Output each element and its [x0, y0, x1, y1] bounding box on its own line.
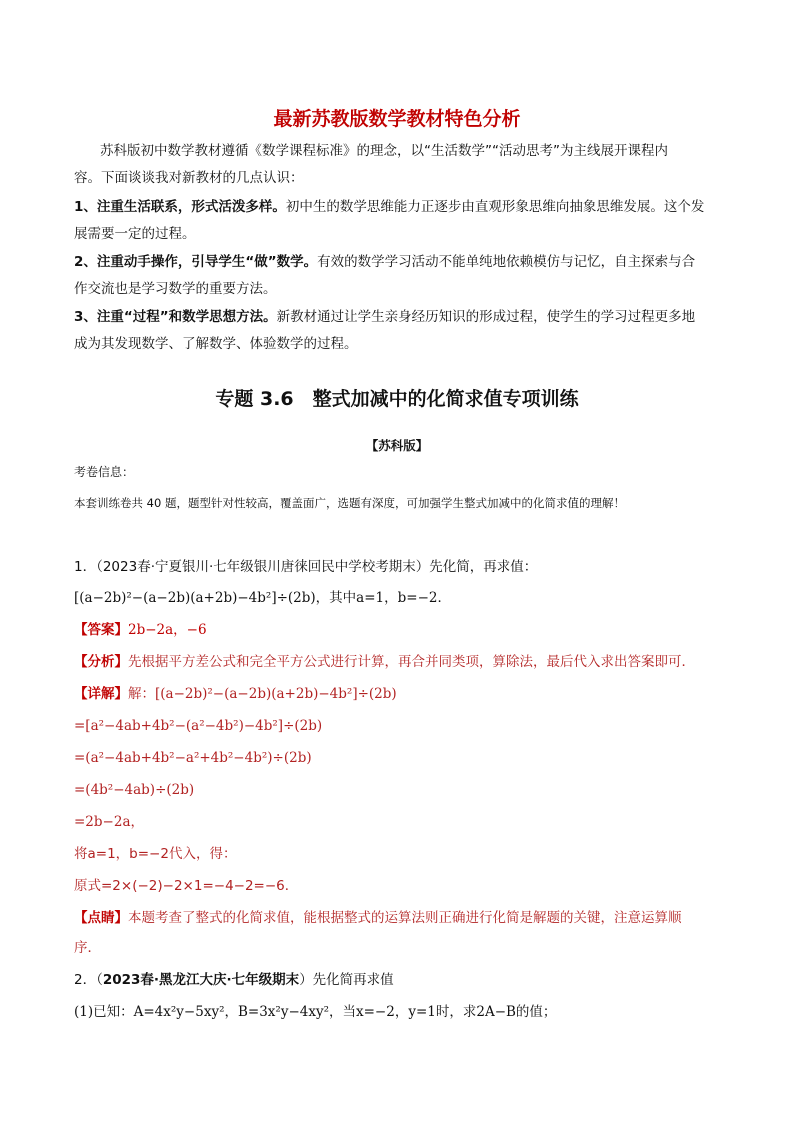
- comment-text: 本题考查了整式的化简求值，能根据整式的运算法则正确进行化简是解题的关键，注意运算顺: [128, 910, 682, 926]
- q2-instruction: ）先化简再求值: [299, 972, 394, 988]
- q1-comment: [74, 908, 682, 928]
- q1-answer: [74, 620, 207, 640]
- q1-detail: [74, 684, 397, 704]
- point-3-heading: 3、注重“过程”和数学思想方法。: [74, 309, 277, 325]
- detail-step-0: [(a−2b)²−(a−2b)(a+2b)−4b²]÷(2b): [155, 686, 397, 702]
- point-3-line-2: 成为其发现数学、了解数学、体验数学的过程。: [74, 336, 358, 352]
- q1-header: 1．（2023春·宁夏银川·七年级银川唐徕回民中学校考期末）先化简，再求值：: [74, 559, 538, 575]
- detail-lead: 解：: [128, 686, 155, 702]
- point-2-heading: 2、注重动手操作，引导学生“做”数学。: [74, 254, 318, 270]
- detail-step-1: =[a²−4ab+4b²−(a²−4b²)−4b²]÷(2b): [74, 718, 323, 734]
- detail-step-4: =2b−2a，: [74, 814, 144, 830]
- detail-step-3: =(4b²−4ab)÷(2b): [74, 782, 195, 798]
- detail-step-5: 将a=1，b=−2代入，得：: [74, 846, 237, 862]
- answer-tag: 【答案】: [74, 622, 128, 638]
- q2-number: 2．（: [74, 972, 103, 988]
- edition-label: 【苏科版】: [365, 438, 429, 453]
- point-1-text: 初中生的数学思维能力正逐步由直观形象思维向抽象思维发展。这个发: [285, 199, 705, 215]
- q1-comment-line-2: 序．: [74, 940, 101, 956]
- q2-header: [74, 970, 394, 990]
- exam-info-text: 本套训练卷共 40 题，题型针对性较高，覆盖面广，选题有深度，可加强学生整式加减中的化简求值的理解！: [74, 496, 625, 510]
- q2-source: 2023春·黑龙江大庆·七年级期末: [102, 972, 300, 988]
- comment-tag: 【点睛】: [74, 910, 128, 926]
- point-1-heading: 1、注重生活联系，形式活泼多样。: [74, 199, 286, 215]
- analysis-tag: 【分析】: [74, 654, 128, 670]
- point-1-line-2: 展需要一定的过程。: [74, 226, 196, 242]
- point-3-text: 新教材通过让学生亲身经历知识的形成过程，使学生的学习过程更多地: [276, 309, 696, 325]
- intro-title: 最新苏教版数学教材特色分析: [273, 108, 521, 130]
- intro-paragraph-line-2: 容。下面谈谈我对新教材的几点认识：: [74, 170, 304, 186]
- detail-tag: 【详解】: [74, 686, 128, 702]
- intro-paragraph-line-1: 苏科版初中数学教材遵循《数学课程标准》的理念，以“生活数学”“活动思考”为主线展开课程内: [100, 143, 668, 159]
- analysis-text: 先根据平方差公式和完全平方公式进行计算，再合并同类项，算除法，最后代入求出答案即可．: [128, 654, 695, 670]
- section-title: 专题 3.6 整式加减中的化简求值专项训练: [215, 388, 579, 410]
- point-3: [74, 307, 695, 327]
- point-2: [74, 252, 695, 272]
- detail-step-6: 原式=2×(−2)−2×1=−4−2=−6．: [74, 878, 299, 894]
- point-1: [74, 197, 704, 217]
- q1-analysis: [74, 652, 695, 672]
- exam-info-label: 考卷信息：: [74, 465, 135, 479]
- detail-step-2: =(a²−4ab+4b²−a²+4b²−4b²)÷(2b): [74, 750, 312, 766]
- point-2-text: 有效的数学学习活动不能单纯地依赖模仿与记忆，自主探索与合: [317, 254, 696, 270]
- q2-part-1: (1)已知：A=4x²y−5xy²，B=3x²y−4xy²，当x=−2，y=1时，求2A−B的值；: [74, 1004, 557, 1020]
- q1-expression: [(a−2b)²−(a−2b)(a+2b)−4b²]÷(2b)，其中a=1，b=−2．: [74, 590, 451, 606]
- answer-value: 2b−2a，−6: [128, 622, 207, 638]
- point-2-line-2: 作交流也是学习数学的重要方法。: [74, 281, 277, 297]
